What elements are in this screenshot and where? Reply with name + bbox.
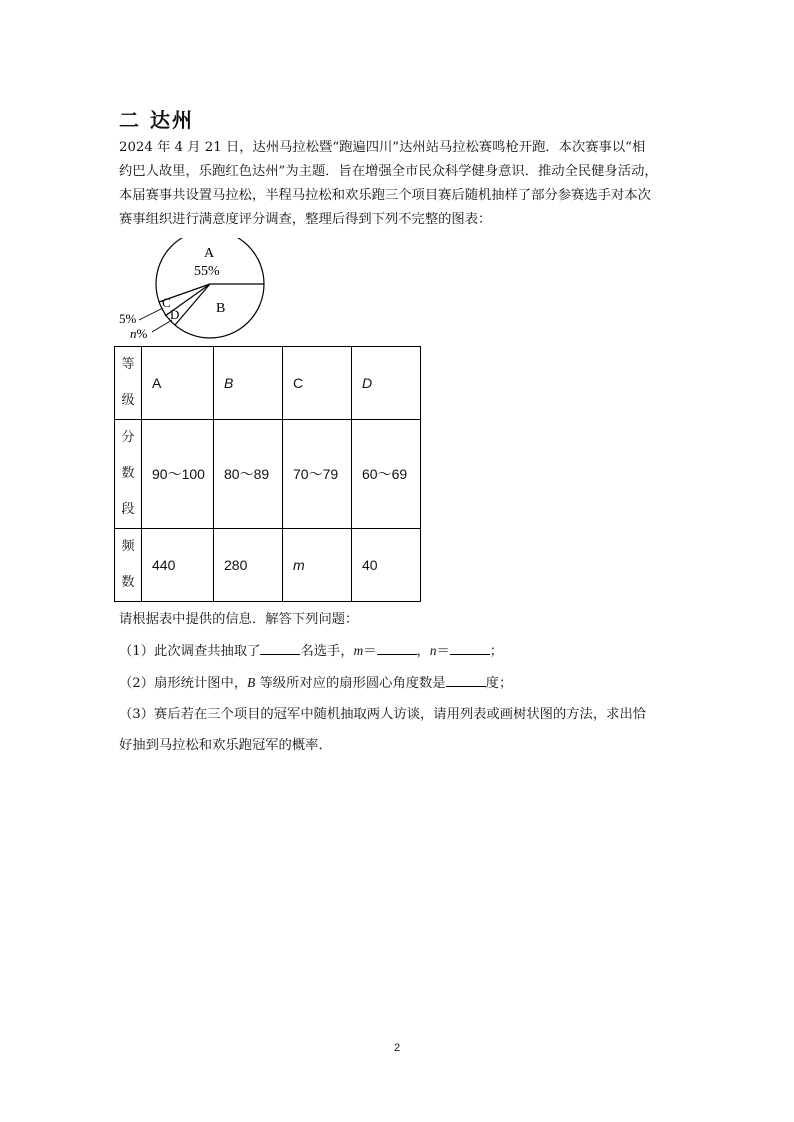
leader-line-c (139, 308, 163, 320)
problem-intro (119, 136, 679, 232)
frequency-b: 280 (214, 529, 283, 602)
section-title: 二 达州 (119, 108, 194, 132)
slice-label-b: B (216, 301, 226, 316)
question-2 (119, 667, 689, 699)
range-d: 60～69 (352, 420, 421, 529)
slice-percent-a: 55% (194, 264, 220, 279)
leader-line-d (152, 320, 172, 332)
questions-lead: 请根据表中提供的信息．解答下列问题： (119, 612, 359, 627)
row-header-grade (115, 347, 142, 420)
question-3-continued: 好抽到马拉松和欢乐跑冠军的概率． (119, 738, 332, 753)
intro-line: 2024 年 4 月 21 日，达州马拉松暨“跑遍四川”达州站马拉松赛鸣枪开跑．本次赛事以“相 (119, 140, 646, 155)
slice-label-a: A (204, 246, 215, 261)
slice-label-c: C (162, 295, 171, 310)
pie-chart (112, 238, 282, 344)
range-a: 90～100 (142, 420, 214, 529)
grade-d: D (352, 347, 421, 420)
intro-line: 赛事组织进行满意度评分调查，整理后得到下列不完整的图表： (119, 212, 492, 227)
table-row-grade (115, 347, 421, 420)
slice-percent-d (130, 326, 148, 341)
slice-percent-c: 5% (119, 311, 137, 326)
variable-b: B (247, 675, 256, 690)
variable-n: n (429, 643, 437, 658)
variable-n: n (130, 326, 137, 341)
question-text: （1）此次调查共抽取了 (119, 644, 261, 659)
question-text: 名选手， (300, 644, 354, 659)
answer-blank-m (377, 640, 417, 655)
slice-label-d: D (170, 307, 180, 322)
table-row-frequency (115, 529, 421, 602)
question-1 (119, 635, 689, 667)
question-text: （2）扇形统计图中， (119, 676, 248, 691)
header-char: 数 (121, 466, 135, 481)
row-header-score-range (115, 420, 142, 529)
grade-b: B (214, 347, 283, 420)
equals-sign: ＝ (436, 644, 450, 659)
header-char: 级 (121, 393, 135, 408)
equals-sign: ＝ (363, 644, 377, 659)
percent-sign: % (136, 326, 148, 341)
header-char: 等 (121, 357, 135, 372)
answer-blank-n (450, 640, 490, 655)
answer-blank-angle (446, 672, 486, 687)
header-char: 数 (121, 575, 135, 590)
question-text: 等级所对应的扇形圆心角度数是 (255, 676, 446, 691)
separator: ； (489, 644, 504, 659)
frequency-d: 40 (352, 529, 421, 602)
questions (119, 604, 689, 761)
frequency-a: 440 (142, 529, 214, 602)
row-header-frequency (115, 529, 142, 602)
header-char: 频 (121, 539, 135, 554)
frequency-table (114, 346, 421, 602)
range-c: 70～79 (283, 420, 352, 529)
intro-line: 约巴人故里，乐跑红色达州”为主题．旨在增强全市民众科学健身意识．推动全民健身活动， (119, 164, 658, 179)
table-row-score-range (115, 420, 421, 529)
grade-c: C (283, 347, 352, 420)
page-number: 2 (393, 1042, 401, 1054)
intro-line: 本届赛事共设置马拉松，半程马拉松和欢乐跑三个项目赛后随机抽样了部分参赛选手对本次 (119, 188, 651, 203)
grade-a: A (142, 347, 214, 420)
header-char: 分 (121, 430, 135, 445)
answer-blank-total (260, 640, 300, 655)
range-b: 80～89 (214, 420, 283, 529)
question-text: 度； (485, 676, 513, 691)
question-3: （3）赛后若在三个项目的冠军中随机抽取两人访谈，请用列表或画树状图的方法，求出恰 (119, 707, 647, 722)
variable-m: m (353, 643, 364, 658)
separator: ， (416, 644, 430, 659)
header-char: 段 (121, 502, 135, 517)
pie-chart-svg (112, 238, 282, 344)
frequency-c: m (283, 529, 352, 602)
